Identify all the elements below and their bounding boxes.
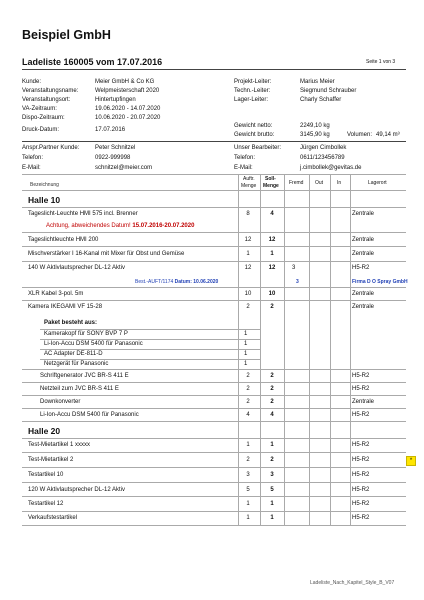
package-qty: 1 [244, 331, 248, 337]
item-soll: 2 [270, 457, 274, 463]
item-name: Verkaufstestartikel [28, 515, 78, 521]
item-lagerort: H5-R2 [352, 265, 370, 271]
label-email: E-Mail: [22, 165, 41, 171]
item-lagerort: H5-R2 [352, 472, 370, 478]
label-ort: Veranstaltungsort: [22, 97, 71, 103]
item-soll: 1 [270, 515, 274, 521]
item-name: Testartikel 10 [28, 472, 64, 478]
item-name: Testartikel 12 [28, 501, 64, 507]
value-va-zeitraum: 19.06.2020 - 14.07.2020 [95, 106, 161, 112]
item-soll: 12 [268, 265, 276, 271]
item-soll: 1 [270, 442, 274, 448]
item-name: Tageslichtleuchte HMI 200 [28, 237, 99, 243]
col-out: Out [315, 180, 324, 186]
item-name: Li-Ion-Accu DSM 5400 für Panasonic [40, 412, 139, 418]
order-firma: Firma D O Spray GmbH [352, 279, 408, 285]
item-lagerort: H5-R2 [352, 386, 370, 392]
col-auftr-line1: Auftr. [243, 176, 255, 182]
title-rule [22, 69, 406, 70]
item-name: Schriftgenerator JVC BR-S 411 E [40, 373, 129, 379]
row-rule [22, 246, 406, 247]
item-lagerort: H5-R2 [352, 487, 370, 493]
item-name: Mischverstärker I 16-Kanal mit Mixer für Obst und Gemüse [28, 251, 185, 257]
row-rule [22, 467, 406, 468]
value-kunde: Meier GmbH & Co KG [95, 79, 155, 85]
hall-heading: Halle 10 [28, 195, 61, 205]
hall-heading: Halle 20 [28, 426, 61, 436]
item-name: Tageslicht-Leuchte HMI 575 incl. Brenner [28, 211, 138, 217]
item-auftr: 12 [244, 237, 252, 243]
item-fremd: 3 [292, 265, 296, 271]
label-email2: E-Mail: [234, 165, 253, 171]
item-auftr: 10 [244, 291, 252, 297]
item-soll: 10 [268, 291, 276, 297]
value-email[interactable]: schnitzel@meier.com [95, 165, 153, 171]
row-rule [22, 525, 406, 526]
row-rule [40, 359, 260, 360]
package-item: Kamerakopf für SONY BVP 7 P [44, 331, 128, 337]
label-projekt-leiter: Projekt-Leiter: [234, 79, 272, 85]
item-auftr: 2 [246, 373, 250, 379]
package-item: Netzgerät für Panasonic [44, 361, 109, 367]
value-ort: Hintertupfingen [95, 97, 136, 103]
label-telefon: Telefon: [22, 155, 44, 161]
item-auftr: 2 [246, 386, 250, 392]
item-auftr: 12 [244, 265, 252, 271]
label-ansprechpartner: Anspr.Partner Kunde: [22, 145, 80, 151]
label-veranstaltung: Veranstaltungsname: [22, 88, 79, 94]
item-name: 120 W Aktivlautsprecher DL-12 Aktiv [28, 487, 126, 493]
item-lagerort: Zentrale [352, 399, 375, 405]
col-separator [330, 174, 331, 526]
item-lagerort: H5-R2 [352, 515, 370, 521]
item-name: Test-Mietartikel 2 [28, 457, 74, 463]
item-auftr: 1 [246, 501, 250, 507]
value-telefon2: 0611/123456789 [300, 155, 345, 161]
item-name: Netzteil zum JVC BR-S 411 E [40, 386, 119, 392]
company-name: Beispiel GmbH [22, 28, 111, 42]
label-bearbeiter: Unser Bearbeiter: [234, 145, 282, 151]
col-in: In [337, 180, 342, 186]
label-dispo-zeitraum: Dispo-Zeitraum: [22, 115, 65, 121]
item-soll: 4 [270, 211, 274, 217]
document-title: Ladeliste 160005 vom 17.07.2016 [22, 57, 163, 67]
row-rule [40, 349, 260, 350]
row-rule [22, 395, 406, 396]
item-lagerort: Zentrale [352, 304, 375, 310]
col-separator [309, 174, 310, 526]
row-rule [22, 232, 406, 233]
item-auftr: 4 [246, 412, 250, 418]
page-info: Seite 1 von 3 [366, 59, 396, 65]
value-lager-leiter: Charly Schaffer [300, 97, 342, 103]
label-techn-leiter: Techn.-Leiter: [234, 88, 271, 94]
contacts-rule [22, 174, 406, 175]
item-lagerort: H5-R2 [352, 501, 370, 507]
item-name: 140 W Aktivlautsprecher DL-12 Aktiv [28, 265, 126, 271]
row-rule [22, 438, 406, 439]
item-soll: 1 [270, 501, 274, 507]
order-fremd: 3 [296, 279, 299, 285]
value-dispo-zeitraum: 10.06.2020 - 20.07.2020 [95, 115, 161, 121]
package-qty: 1 [244, 341, 248, 347]
date-warning: Achtung, abweichendes Datum! 15.07.2016-20.07.2020 [46, 223, 195, 229]
item-name: XLR Kabel 3-pol. 5m [28, 291, 84, 297]
row-rule [22, 207, 406, 208]
item-soll: 4 [270, 412, 274, 418]
item-soll: 12 [268, 237, 276, 243]
package-item: AC Adapter DE-811-D [44, 351, 103, 357]
col-separator [350, 174, 351, 526]
value-projekt-leiter: Marius Meier [300, 79, 335, 85]
item-soll: 2 [270, 304, 274, 310]
item-lagerort: Zentrale [352, 237, 375, 243]
col-separator [260, 174, 261, 526]
value-telefon: 0922-999998 [95, 155, 131, 161]
item-auftr: 2 [246, 304, 250, 310]
item-auftr: 1 [246, 442, 250, 448]
value-bearbeiter: Jürgen Cimbollek [300, 145, 347, 151]
label-telefon2: Telefon: [234, 155, 256, 161]
package-qty: 1 [244, 351, 248, 357]
item-soll: 5 [270, 487, 274, 493]
package-item: Li-Ion-Accu DSM 5400 für Panasonic [44, 341, 143, 347]
value-druck-datum: 17.07.2016 [95, 127, 126, 133]
value-ansprechpartner: Peter Schnitzel [95, 145, 136, 151]
item-soll: 1 [270, 251, 274, 257]
row-rule [22, 369, 406, 370]
col-soll-line1: Soll- [265, 176, 276, 182]
header-rule [22, 141, 406, 142]
item-auftr: 1 [246, 251, 250, 257]
row-rule [22, 408, 406, 409]
item-lagerort: H5-R2 [352, 457, 370, 463]
value-techn-leiter: Siegmund Schrauber [300, 88, 357, 94]
row-rule [22, 287, 406, 288]
value-gewicht-netto: 2249,10 kg [300, 123, 330, 129]
label-va-zeitraum: VA-Zeitraum: [22, 106, 57, 112]
item-auftr: 1 [246, 515, 250, 521]
highlight-marker: * [406, 456, 416, 466]
item-auftr: 8 [246, 211, 250, 217]
col-soll-line2: Menge [263, 183, 279, 189]
row-rule [40, 339, 260, 340]
col-lagerort: Lagerort [368, 180, 387, 186]
item-auftr: 5 [246, 487, 250, 493]
item-lagerort: H5-R2 [352, 373, 370, 379]
item-lagerort: H5-R2 [352, 412, 370, 418]
label-lager-leiter: Lager-Leiter: [234, 97, 269, 103]
row-rule [22, 482, 406, 483]
item-soll: 2 [270, 373, 274, 379]
value-volumen: 49,14 m³ [376, 132, 400, 138]
label-gewicht-netto: Gewicht netto: [234, 123, 273, 129]
item-name: Test-Mietartikel 1 xxxxx [28, 442, 91, 448]
col-separator [284, 174, 285, 526]
row-rule [22, 496, 406, 497]
item-soll: 2 [270, 386, 274, 392]
value-email2[interactable]: j.cimbollek@gevitas.de [300, 165, 362, 171]
row-rule [22, 421, 406, 422]
package-title: Paket besteht aus: [44, 320, 98, 326]
item-soll: 2 [270, 399, 274, 405]
row-rule [22, 452, 406, 453]
label-gewicht-brutto: Gewicht brutto: [234, 132, 275, 138]
row-rule [22, 382, 406, 383]
label-volumen: Volumen: [347, 132, 373, 138]
row-rule [22, 261, 406, 262]
label-kunde: Kunde: [22, 79, 42, 85]
order-reference: Best.-AUFT/1174 Datum: 10.06.2020 [135, 279, 219, 285]
item-lagerort: H5-R2 [352, 442, 370, 448]
item-auftr: 3 [246, 472, 250, 478]
value-gewicht-brutto: 3145,90 kg [300, 132, 330, 138]
col-auftr-line2: Menge [241, 183, 257, 189]
item-lagerort: Zentrale [352, 211, 375, 217]
header-bottom-rule [22, 190, 406, 191]
item-lagerort: Zentrale [352, 251, 375, 257]
row-rule [22, 300, 406, 301]
row-rule [40, 329, 260, 330]
item-lagerort: Zentrale [352, 291, 375, 297]
item-name: Kamera IKEGAMI VF 15-28 [28, 304, 103, 310]
item-name: Downkonverter [40, 399, 81, 405]
item-soll: 3 [270, 472, 274, 478]
col-bezeichnung: Bezeichnung [30, 182, 59, 188]
item-auftr: 2 [246, 457, 250, 463]
package-qty: 1 [244, 361, 248, 367]
label-druck-datum: Druck-Datum: [22, 127, 60, 133]
value-veranstaltung: Welpmeisterschaft 2020 [95, 88, 160, 94]
footer-template-name: Ladeliste_Nach_Kapitel_Style_B_V07 [310, 580, 395, 586]
row-rule [22, 511, 406, 512]
item-auftr: 2 [246, 399, 250, 405]
col-fremd: Fremd [289, 180, 304, 186]
